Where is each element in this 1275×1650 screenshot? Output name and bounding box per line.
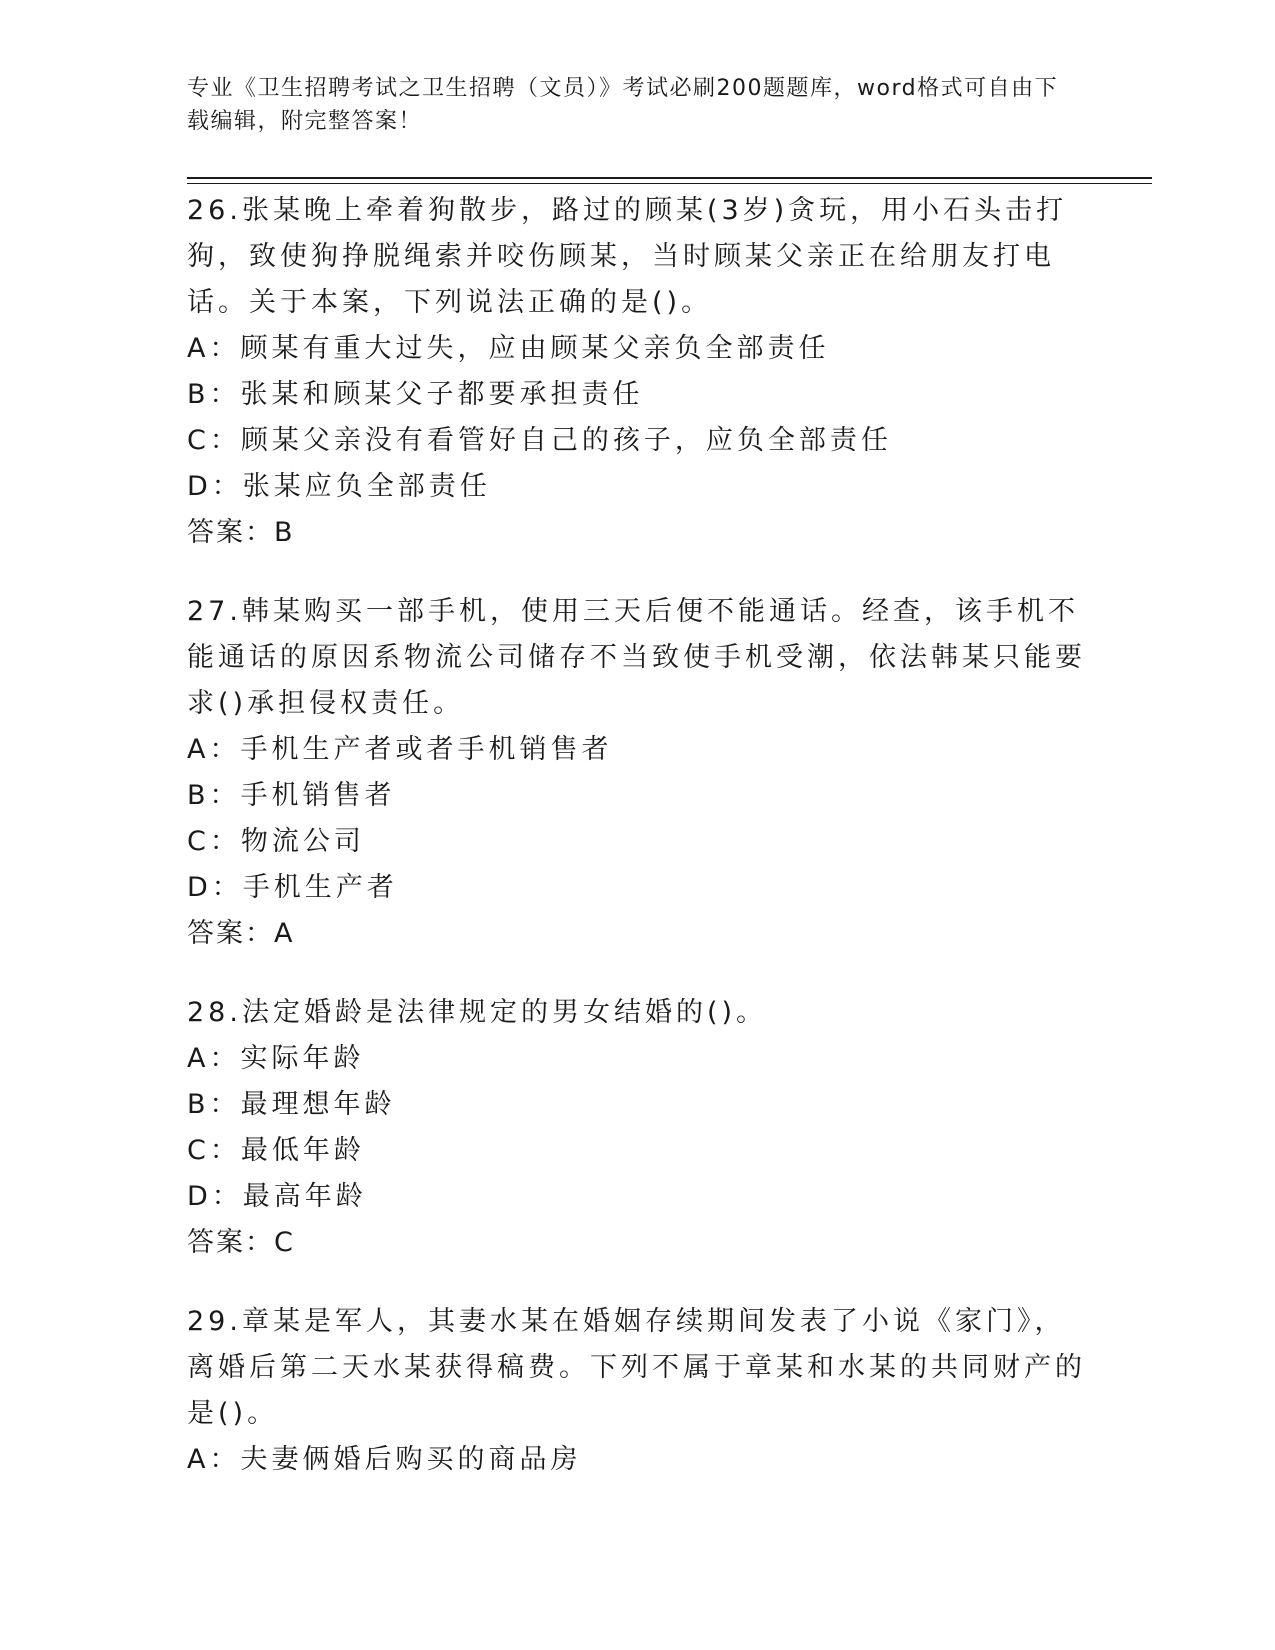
option-c: C：顾某父亲没有看管好自己的孩子，应负全部责任	[187, 425, 892, 456]
question-stem: 27.韩某购买一部手机，使用三天后便不能通话。经查，该手机不能通话的原因系物流公司储存不当致使手机受潮，依法韩某只能要求()承担侵权责任。	[187, 596, 1086, 719]
answer-value: C	[274, 1227, 295, 1258]
question-28	[187, 990, 1087, 1266]
option-b: B：最理想年龄	[187, 1089, 396, 1120]
option-b: B：张某和顾某父子都要承担责任	[187, 379, 644, 410]
option-a: A：夫妻俩婚后购买的商品房	[187, 1444, 582, 1475]
question-stem: 26.张某晚上牵着狗散步，路过的顾某(3岁)贪玩，用小石头击打狗，致使狗挣脱绳索并咬伤顾某，当时顾某父亲正在给朋友打电话。关于本案，下列说法正确的是()。	[187, 195, 1068, 318]
option-a: A：实际年龄	[187, 1043, 365, 1074]
option-a: A：顾某有重大过失，应由顾某父亲负全部责任	[187, 333, 830, 364]
answer-label: 答案：	[187, 918, 274, 949]
document-header: 专业《卫生招聘考试之卫生招聘（文员）》考试必刷200题题库，word格式可自由下载编辑，附完整答案！	[187, 76, 1059, 134]
answer-line	[187, 1220, 1087, 1266]
answer-line	[187, 911, 1087, 957]
option-c: C：物流公司	[187, 826, 365, 857]
option-a: A：手机生产者或者手机销售者	[187, 734, 613, 765]
option-d: D：最高年龄	[187, 1181, 367, 1212]
header-divider-thin	[187, 183, 1152, 184]
option-d: D：手机生产者	[187, 872, 398, 903]
question-stem: 28.法定婚龄是法律规定的男女结婚的()。	[187, 997, 768, 1028]
question-list	[187, 188, 1087, 1516]
answer-value: B	[274, 517, 295, 548]
answer-label: 答案：	[187, 1227, 274, 1258]
option-d: D：张某应负全部责任	[187, 471, 491, 502]
option-b: B：手机销售者	[187, 780, 396, 811]
question-26	[187, 188, 1087, 556]
question-27	[187, 589, 1087, 957]
question-29	[187, 1299, 1087, 1483]
answer-value: A	[274, 918, 295, 949]
option-c: C：最低年龄	[187, 1135, 365, 1166]
question-stem: 29.章某是军人，其妻水某在婚姻存续期间发表了小说《家门》，离婚后第二天水某获得稿费。下列不属于章某和水某的共同财产的是()。	[187, 1306, 1086, 1429]
answer-label: 答案：	[187, 517, 274, 548]
answer-line	[187, 510, 1087, 556]
header-divider-thick	[187, 177, 1152, 179]
